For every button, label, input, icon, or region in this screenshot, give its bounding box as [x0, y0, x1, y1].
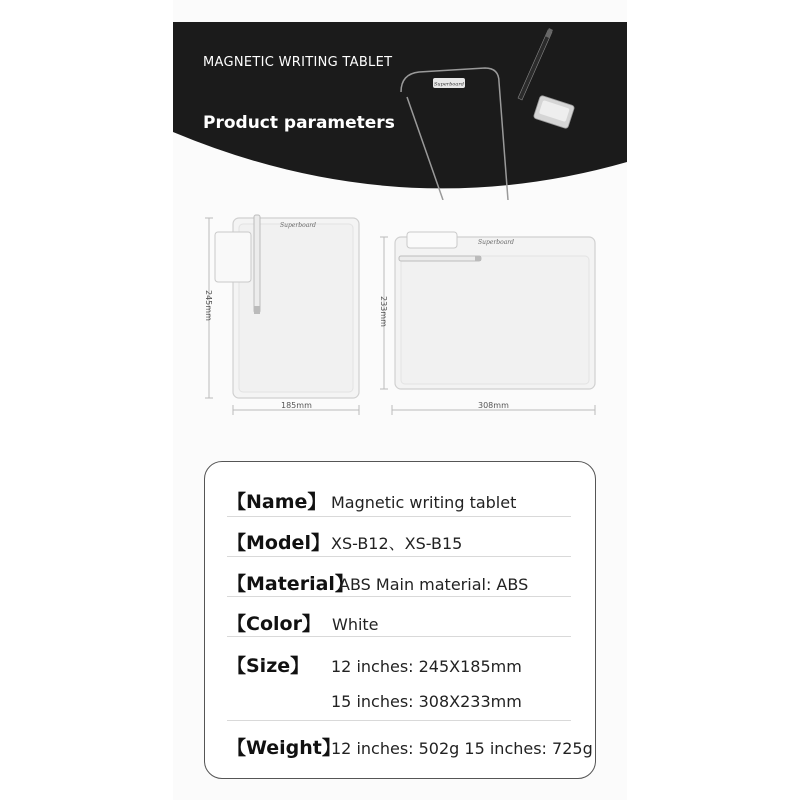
spec-value: White — [332, 615, 379, 634]
large-tablet — [395, 232, 595, 389]
divider — [227, 516, 571, 517]
spec-row-model — [227, 528, 462, 555]
spec-key: 【Size】 — [227, 655, 310, 677]
spec-key: 【Weight】 — [227, 737, 341, 759]
large-tablet-brand-mark: Superboard — [478, 239, 514, 246]
spec-value: 12 inches: 502g 15 inches: 725g — [331, 739, 593, 758]
spec-key: 【Name】 — [227, 491, 327, 513]
large-tablet-width-label: 308mm — [478, 401, 509, 410]
divider — [227, 556, 571, 557]
divider — [227, 596, 571, 597]
banner-subtitle: Product parameters — [203, 113, 395, 133]
large-tablet-height-label: 233mm — [379, 296, 388, 327]
small-tablet — [215, 215, 359, 398]
spec-key: 【Color】 — [227, 613, 321, 635]
spec-row-color — [227, 609, 379, 636]
spec-value: Magnetic writing tablet — [331, 493, 517, 512]
spec-key: 【Material】 — [227, 573, 354, 595]
header-banner — [173, 22, 627, 200]
small-tablet-height-label: 245mm — [204, 290, 213, 321]
spec-row-name — [227, 487, 516, 514]
spec-row-material — [227, 569, 528, 596]
product-dimension-diagram — [195, 210, 615, 420]
spec-value: ABS Main material: ABS — [339, 575, 529, 594]
divider — [227, 636, 571, 637]
spec-key: 【Model】 — [227, 532, 330, 554]
spec-row-weight — [227, 733, 593, 760]
spec-row-size-continued — [227, 692, 522, 711]
spec-row-size — [227, 651, 522, 678]
spec-value: XS-B12、XS-B15 — [331, 534, 463, 553]
small-tablet-brand-mark: Superboard — [280, 222, 316, 229]
spec-value: 12 inches: 245X185mm — [331, 657, 522, 676]
small-tablet-width-label: 185mm — [281, 401, 312, 410]
spec-value: 15 inches: 308X233mm — [331, 692, 522, 711]
divider — [227, 720, 571, 721]
banner-title: MAGNETIC WRITING TABLET — [203, 55, 393, 70]
tablet-brand-mark: Superboard — [434, 81, 464, 88]
